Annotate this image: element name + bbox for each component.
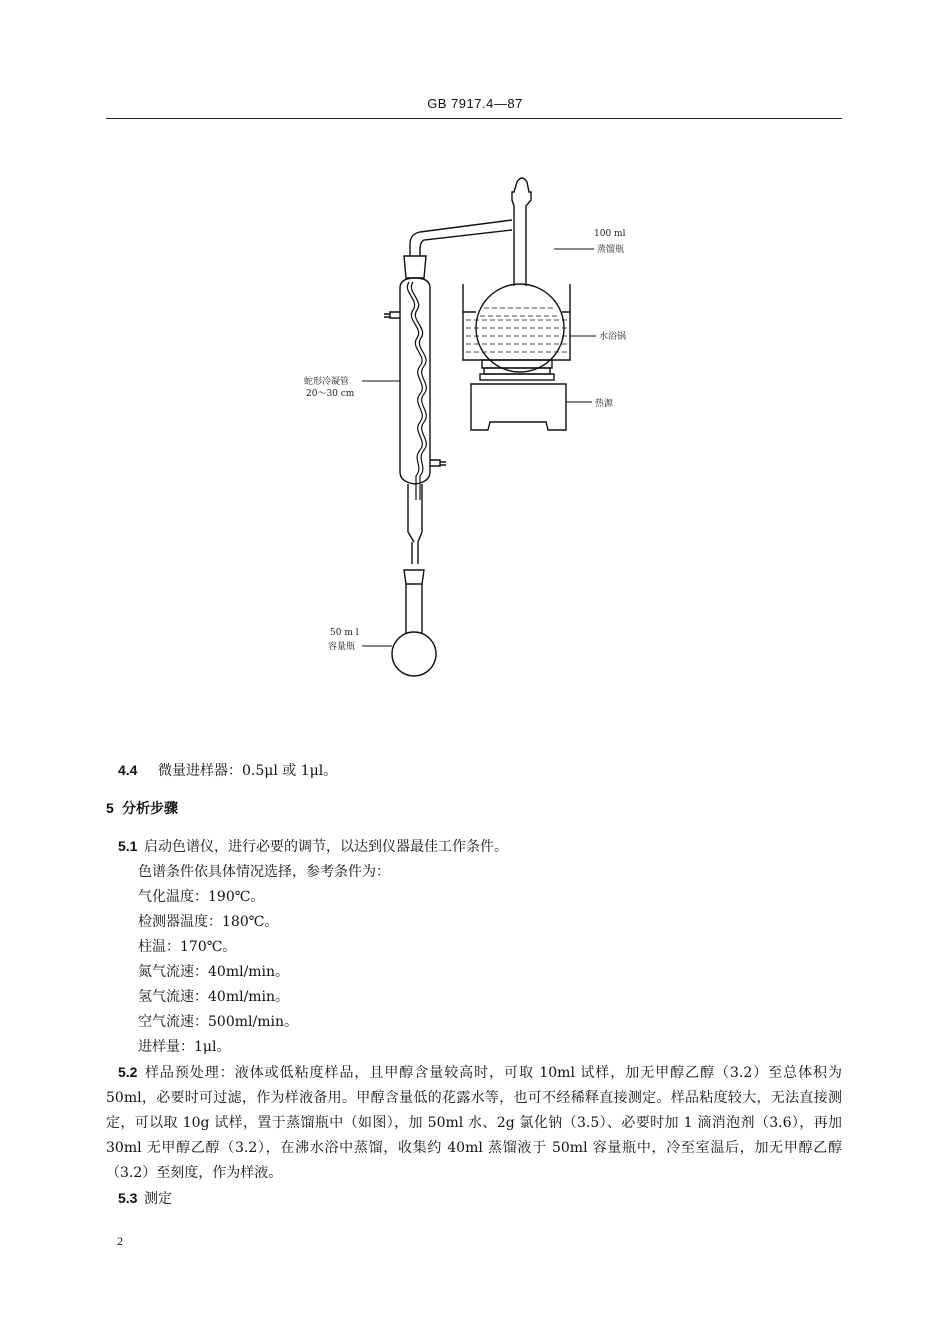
distillation-flask xyxy=(476,178,564,372)
document-header: GB 7917.4—87 xyxy=(427,96,523,111)
section-5-title xyxy=(106,796,842,822)
label-flask-volume: 100 ml xyxy=(594,229,626,239)
condition-line: 气化温度：190℃。 xyxy=(138,889,265,905)
section-number: 5.1 xyxy=(118,838,138,854)
condition-line: 空气流速：500ml/min。 xyxy=(138,1014,298,1030)
section-number: 5.3 xyxy=(118,1190,138,1206)
volumetric-flask xyxy=(392,542,436,676)
condition-line: 氮气流速：40ml/min。 xyxy=(138,964,290,980)
condition-line: 氢气流速：40ml/min。 xyxy=(138,989,290,1005)
section-4-4 xyxy=(118,758,842,784)
section-text: 微量进样器：0.5μl 或 1μl。 xyxy=(158,763,338,779)
label-heat-source: 热源 xyxy=(595,399,614,409)
section-5-2 xyxy=(106,1060,842,1186)
condition-line: 柱温：170℃。 xyxy=(138,939,237,955)
condition-line: 检测器温度：180℃。 xyxy=(138,914,279,930)
label-flask-name: 蒸馏瓶 xyxy=(597,245,625,255)
section-number: 5 xyxy=(106,800,114,816)
label-condenser-length: 20～30 cm xyxy=(306,389,355,399)
distillation-apparatus-figure xyxy=(0,160,950,700)
header-rule xyxy=(106,118,842,119)
section-text: 样品预处理：液体或低粘度样品，且甲醇含量较高时，可取 10ml 试样，加无甲醇乙醇（3.2）至总体积为 50ml，必要时可过滤，作为样液备用。甲醇含量低的花露水等，也可不经稀释直接测定。样品粘度较大，无法直接测定，可以取 10g 试样，置于蒸馏瓶中（如图），加 50ml 水、2g 氯化钠（3.5）、必要时加 1 滴消泡剂（3.6），再加 30ml 无甲醇乙醇（3.2），在沸水浴中蒸馏，收集约 40ml 蒸馏液于 50ml 容量瓶中，冷至室温后，加无甲醇乙醇（3.2）至刻度，作为样液。 xyxy=(106,1065,842,1181)
section-number: 4.4 xyxy=(118,762,138,778)
label-volumetric-name: 容量瓶 xyxy=(328,642,356,652)
condition-line: 色谱条件依具体情况选择，参考条件为： xyxy=(138,864,390,880)
figure-labels xyxy=(304,229,626,652)
side-arm xyxy=(404,220,512,278)
label-water-bath: 水浴锅 xyxy=(599,332,627,342)
document-body xyxy=(106,758,842,1212)
section-text: 测定 xyxy=(144,1191,172,1207)
water-bath xyxy=(463,284,570,360)
section-title-text: 分析步骤 xyxy=(122,801,178,817)
section-5-3 xyxy=(118,1186,842,1212)
page-number: 2 xyxy=(117,1234,123,1248)
condition-line: 进样量：1μl。 xyxy=(138,1039,231,1055)
section-text: 启动色谱仪，进行必要的调节，以达到仪器最佳工作条件。 xyxy=(144,839,508,855)
section-number: 5.2 xyxy=(118,1064,138,1080)
condenser xyxy=(384,278,446,542)
section-5-1 xyxy=(118,834,842,860)
label-volumetric-volume: 50 m l xyxy=(330,628,359,638)
heat-source xyxy=(471,360,566,430)
label-condenser: 蛇形冷凝管 xyxy=(304,377,350,387)
